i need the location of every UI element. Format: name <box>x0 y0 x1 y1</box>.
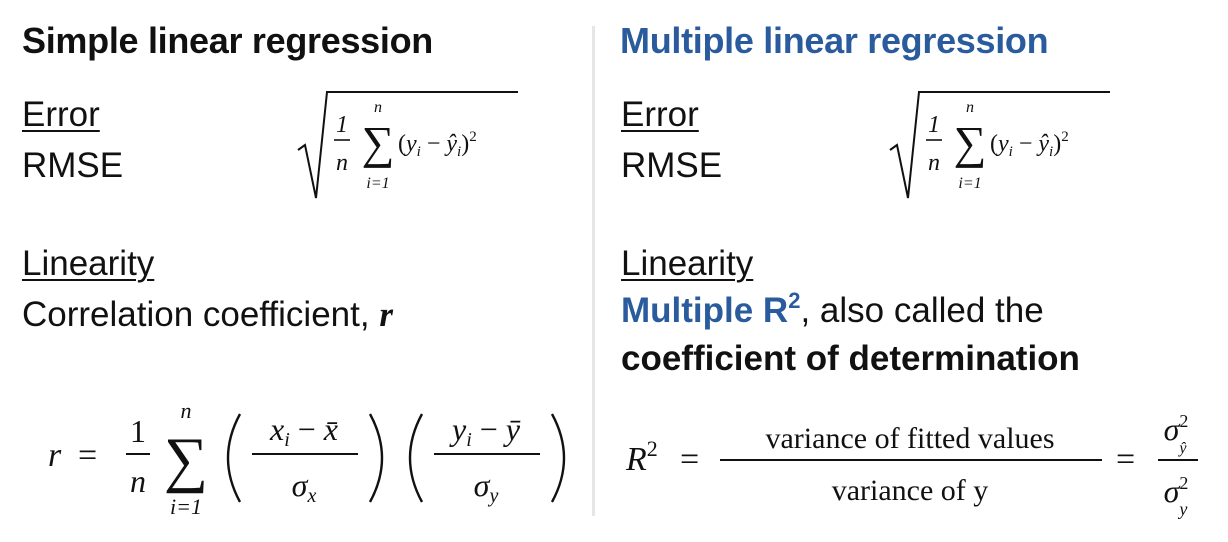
correlation-symbol: r <box>379 295 393 334</box>
multiple-r2-label <box>621 288 1044 331</box>
svg-text:r: r <box>48 437 62 474</box>
multiple-r2-name <box>621 288 801 330</box>
multiple-r-text: Multiple R <box>621 291 789 330</box>
simple-regression-title: Simple linear regression <box>22 20 433 61</box>
correlation-formula <box>40 396 580 526</box>
svg-text:1: 1 <box>336 112 348 138</box>
svg-text:∑: ∑ <box>361 117 395 168</box>
correlation-coefficient-text: Correlation coefficient, <box>22 295 380 334</box>
svg-text:n: n <box>180 398 192 423</box>
svg-text:(yi − ŷi)2: ($y_i$ − $ŷ_i)^2$ <box>990 129 1069 160</box>
simple-regression-panel <box>0 0 592 542</box>
svg-text:σx: σx <box>291 467 317 507</box>
svg-text:=: = <box>78 437 98 474</box>
error-metric-label: RMSE <box>22 146 124 185</box>
coefficient-of-determination: coefficient of determination <box>621 339 1080 378</box>
svg-text:σ2y: $\sigma^2$ y <box>1163 473 1189 519</box>
r2-denominator: variance of y <box>831 474 989 507</box>
multiple-regression-panel <box>600 0 1228 542</box>
error-heading: Error <box>22 95 100 134</box>
svg-text:n: n <box>374 99 382 116</box>
linearity-heading: Linearity <box>621 244 754 283</box>
panel-divider <box>592 26 595 516</box>
svg-text:i=1: i=1 <box>170 494 202 519</box>
svg-text:∑: ∑ <box>163 426 209 494</box>
svg-text:i=1: i=1 <box>958 175 982 192</box>
svg-text:n: n <box>130 463 146 499</box>
svg-text:σy: σy <box>473 467 499 507</box>
svg-text:=: = <box>680 441 700 478</box>
error-metric-label: RMSE <box>621 146 723 185</box>
svg-text:xi − x̄: xi − x̄ <box>269 411 339 451</box>
svg-text:n: n <box>336 150 348 176</box>
multiple-regression-title: Multiple linear regression <box>620 20 1049 61</box>
error-heading: Error <box>621 95 699 134</box>
svg-text:(yi − ŷi)2: ($y_i$ − $ŷ_i)^2$ <box>398 129 477 160</box>
svg-text:i=1: i=1 <box>366 175 390 192</box>
svg-text:1: 1 <box>130 413 146 449</box>
svg-text:1: 1 <box>928 112 940 138</box>
svg-text:σ2ŷ: $\sigma^2$ ŷ <box>1163 411 1189 457</box>
rmse-formula <box>296 88 526 204</box>
svg-text:R2: $R^2$ <box>626 436 658 478</box>
svg-text:n: n <box>966 99 974 116</box>
also-called-text: , also called the <box>800 291 1044 330</box>
r2-numerator: variance of fitted values <box>765 422 1055 455</box>
svg-text:=: = <box>1116 441 1136 478</box>
multiple-r-superscript: 2 <box>788 288 801 313</box>
correlation-coefficient-label <box>22 295 393 335</box>
linearity-heading: Linearity <box>22 244 155 283</box>
r-squared-formula <box>620 396 1220 526</box>
svg-text:yi − ȳ: yi − ȳ <box>451 411 521 451</box>
svg-text:n: n <box>928 150 940 176</box>
svg-text:∑: ∑ <box>953 117 987 168</box>
rmse-formula <box>888 88 1118 204</box>
